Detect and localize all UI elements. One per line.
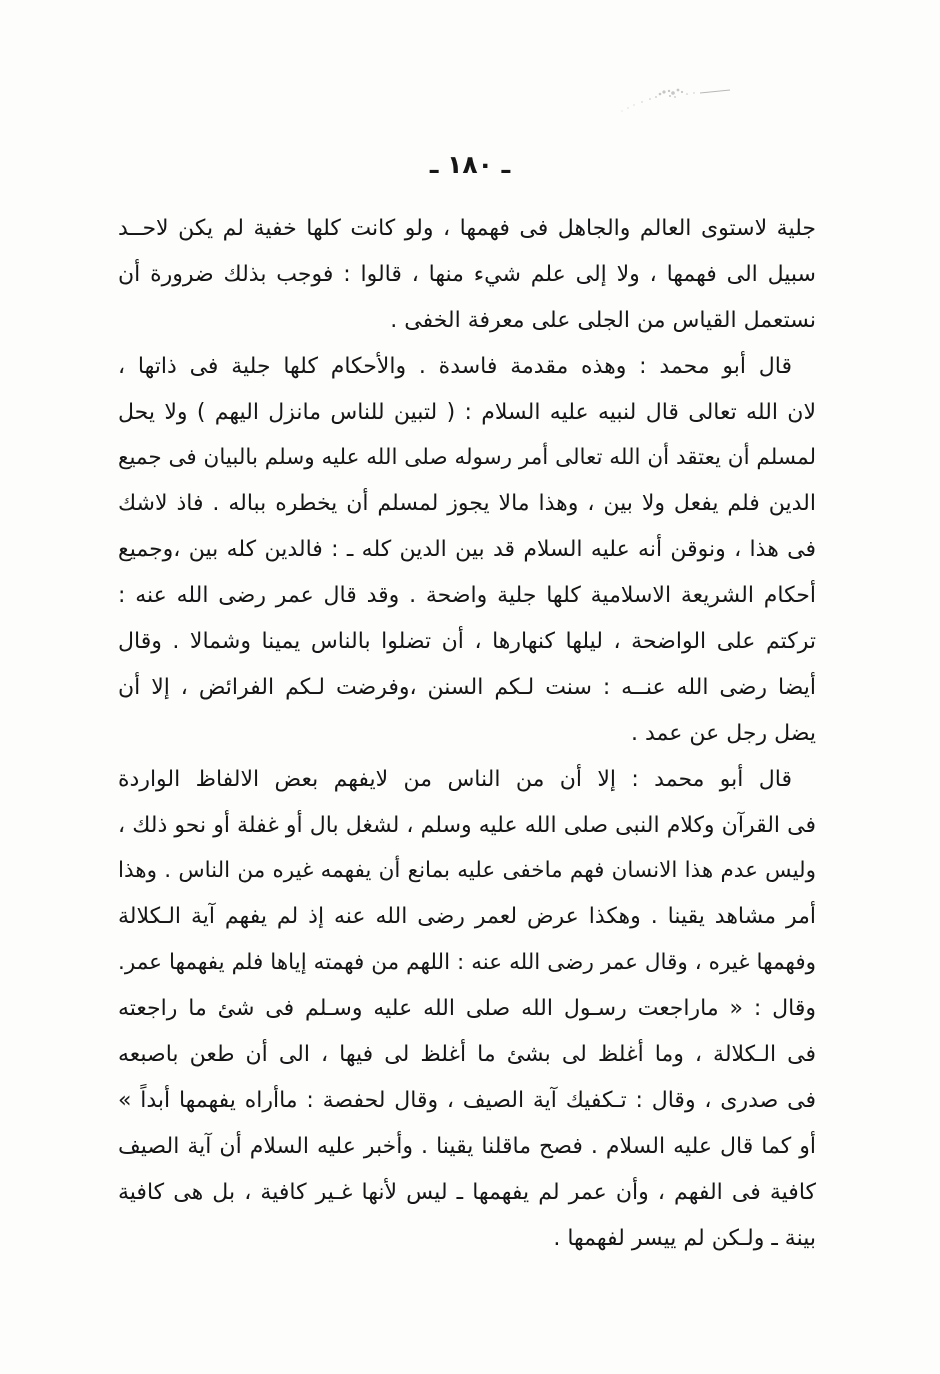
text-line: لمسلم أن يعتقد أن الله تعالى أمر رسوله صلى الله عليه وسلم بالبيان فى جميع [118,445,816,471]
text-line: وفهمها غيره ، وقال عمر رضى الله عنه : اللهم من فهمته إياها فلم يفهمها عمر. [118,950,816,976]
text-line: وليس عدم هذا الانسان فهم ماخفى عليه بمانع أن يفهمه غيره من الناس . وهذا [118,858,816,884]
text-line: أو كما قال عليه السلام . فصح ماقلنا يقينا . وأخبر عليه السلام أن آية الصيف [118,1133,816,1159]
paragraph [118,206,816,344]
body-text [118,206,816,1261]
text-line: لان الله تعالى قال لنبيه عليه السلام : ( لتبين للناس مانزل اليهم ) ولا يحل [118,399,816,425]
text-line: فى هذا ، ونوقن أنه عليه السلام قد بين الدين كله ـ : فالدين كله بين ،وجميع [118,537,816,563]
page-number: ـ ١٨٠ ـ [429,150,511,179]
text-line: بينة ـ ولـكن لم ييسر لفهمها . [553,1225,816,1251]
text-line: فى القرآن وكلام النبى صلى الله عليه وسلم ، لشغل بال أو غفلة أو نحو ذلك ، [118,812,816,838]
text-line: فى صدرى ، وقال : تـكفيك آية الصيف ، وقال لحفصة : ماأراه يفهمها أبداً » [118,1087,816,1113]
text-line: أيضا رضى الله عنــه : سنت لـكم السنن ،وفرضت لـكم الفرائض ، إلا أن [118,674,816,700]
text-line: نستعمل القياس من الجلى على معرفة الخفى . [390,307,816,333]
text-line: فى الـكلالة ، وما أغلظ لى بشئ ما أغلظ لى فيها ، الى أن طعن باصبعه [118,1042,816,1068]
text-line: أحكام الشريعة الاسلامية كلها جلية واضحة . وقد قال عمر رضى الله عنه : [118,583,816,609]
paragraph [118,757,816,1262]
text-line: قال أبو محمد : وهذه مقدمة فاسدة . والأحكام كلها جلية فى ذاتها ، [118,353,792,379]
text-line: قال أبو محمد : إلا أن من الناس من لايفهم بعض الالفاظ الواردة [118,766,792,792]
text-line: يضل رجل عن عمد . [631,720,816,746]
text-line: أمر مشاهد يقينا . وهكذا عرض لعمر رضى الله عنه إذ لم يفهم آية الـكلالة [118,904,816,930]
text-line: الدين فلم يفعل ولا بين ، وهذا مالا يجوز لمسلم أن يخطره بباله . فاذ لاشك [118,491,816,517]
text-line: سبيل الى فهمها ، ولا إلى علم شيء منها ، قالوا : فوجب بذلك ضرورة أن [118,261,816,287]
text-line: جلية لاستوى العالم والجاهل فى فهمها ، ولو كانت كلها خفية لم يكن لاحــد [118,216,816,241]
text-line: وقال : « ماراجعت رسـول الله صلى الله عليه وسـلم فى شئ ما راجعته [118,996,816,1022]
paragraph [118,344,816,757]
text-line: كافية فى الفهم ، وأن عمر لم يفهمها ـ ليس لأنها غـير كافية ، بل هى كافية [118,1179,816,1205]
text-line: تركتم على الواضحة ، ليلها كنهارها ، أن تضلوا بالناس يمينا وشمالا . وقال [118,629,816,655]
ink-smudge-mark [612,80,742,118]
